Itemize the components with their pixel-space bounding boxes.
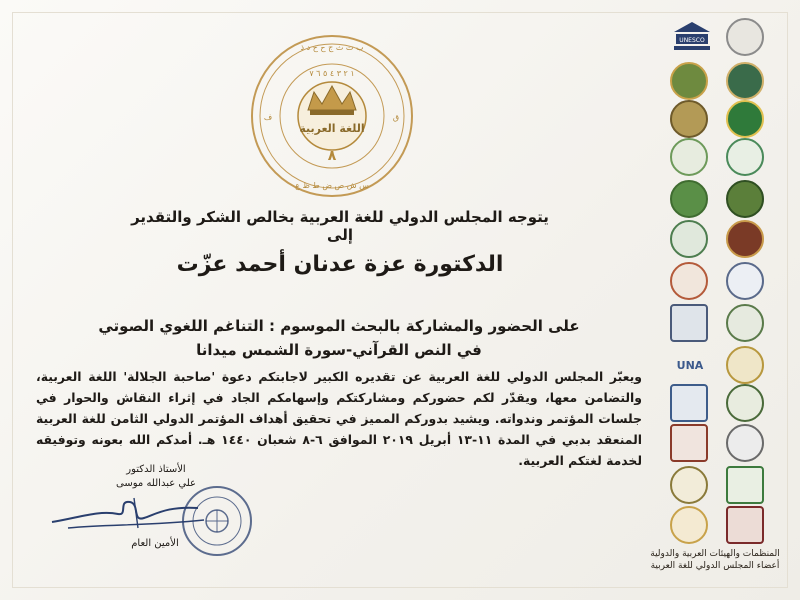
organization-logo-icon xyxy=(670,138,708,176)
organization-logo-icon xyxy=(726,424,764,462)
thanks-line: يتوجه المجلس الدولي للغة العربية بخالص الشكر والتقدير إلى xyxy=(131,208,549,244)
council-logo-icon xyxy=(726,18,764,56)
sun-logo-icon xyxy=(670,262,708,300)
organization-logo-icon xyxy=(726,304,764,342)
svg-text:ب ت ث ج ح خ د ذ: ب ت ث ج ح خ د ذ xyxy=(300,43,364,52)
handshake-logo-icon xyxy=(726,138,764,176)
recipient-name: الدكتورة عزة عدنان أحمد عزّت xyxy=(176,252,504,277)
seal-center-text: اللغة العربية xyxy=(299,122,365,135)
organization-logo-icon xyxy=(670,100,708,138)
organization-logo-icon xyxy=(670,304,708,342)
signatory-role: الأمين العام xyxy=(131,538,179,549)
organization-logo-icon xyxy=(726,100,764,138)
organization-logo-icon xyxy=(726,466,764,504)
globe-logo-icon xyxy=(726,62,764,100)
unesco-logo xyxy=(672,20,712,54)
certificate-body: ويعبّر المجلس الدولي للغة العربية عن تقديره الكبير لاجابتكم دعوة 'صاحبة الجلالة' اللغة العربية، والتضامن معها، ويقدّر لكم حضوركم ومشاركتكم وإسهامكم الجاد في إثراء النقاش والحوار في جلسات المؤتمر وندواته. ويشيد بدوركم المميز في تحقيق أهداف المؤتمر الدولي الثامن للغة العربية المنعقد بدبي في المدة ١١-١٣ أبريل ٢٠١٩ الموافق ٦-٨ شعبان ١٤٤٠ هـ. أمدكم الله بعونه وتوفيقه لخدمة لغتكم العربية. xyxy=(36,369,642,468)
organization-logo-icon xyxy=(726,220,764,258)
svg-text:UNESCO: UNESCO xyxy=(679,37,705,44)
organization-logo-icon xyxy=(726,180,764,218)
organization-logo-icon xyxy=(726,262,764,300)
una-logo: UNA xyxy=(676,358,704,372)
organization-logo-icon xyxy=(670,424,708,462)
signatory-name: علي عبدالله موسى xyxy=(116,478,196,489)
signatory-title: الأستاذ الدكتور xyxy=(126,464,186,475)
organization-logo-icon xyxy=(670,62,708,100)
organization-logo-icon xyxy=(726,346,764,384)
organization-logo-icon xyxy=(726,384,764,422)
svg-text:٨: ٨ xyxy=(327,148,337,164)
member-organizations-caption: المنظمات والهيئات العربية والدولية أعضاء المجلس الدولي للغة العربية xyxy=(650,549,780,571)
svg-text:س ش ص ض ط ظ ع: س ش ص ض ط ظ ع xyxy=(295,181,369,190)
organization-logo-icon xyxy=(670,506,708,544)
organization-logo-icon xyxy=(670,384,708,422)
svg-text:١ ٢ ٣ ٤ ٥ ٦ ٧: ١ ٢ ٣ ٤ ٥ ٦ ٧ xyxy=(309,69,355,78)
map-logo-icon xyxy=(670,180,708,218)
member-organizations-logos xyxy=(662,12,784,532)
organization-logo-icon xyxy=(670,220,708,258)
organization-logo-icon xyxy=(670,466,708,504)
svg-text:ق: ق xyxy=(392,113,400,122)
conference-seal xyxy=(248,32,416,200)
research-title: على الحضور والمشاركة بالبحث الموسوم : التناغم اللغوي الصوتي في النص القرآني-سورة الشمس ميدانا xyxy=(98,317,580,359)
svg-text:ف: ف xyxy=(263,113,273,122)
organization-logo-icon xyxy=(726,506,764,544)
